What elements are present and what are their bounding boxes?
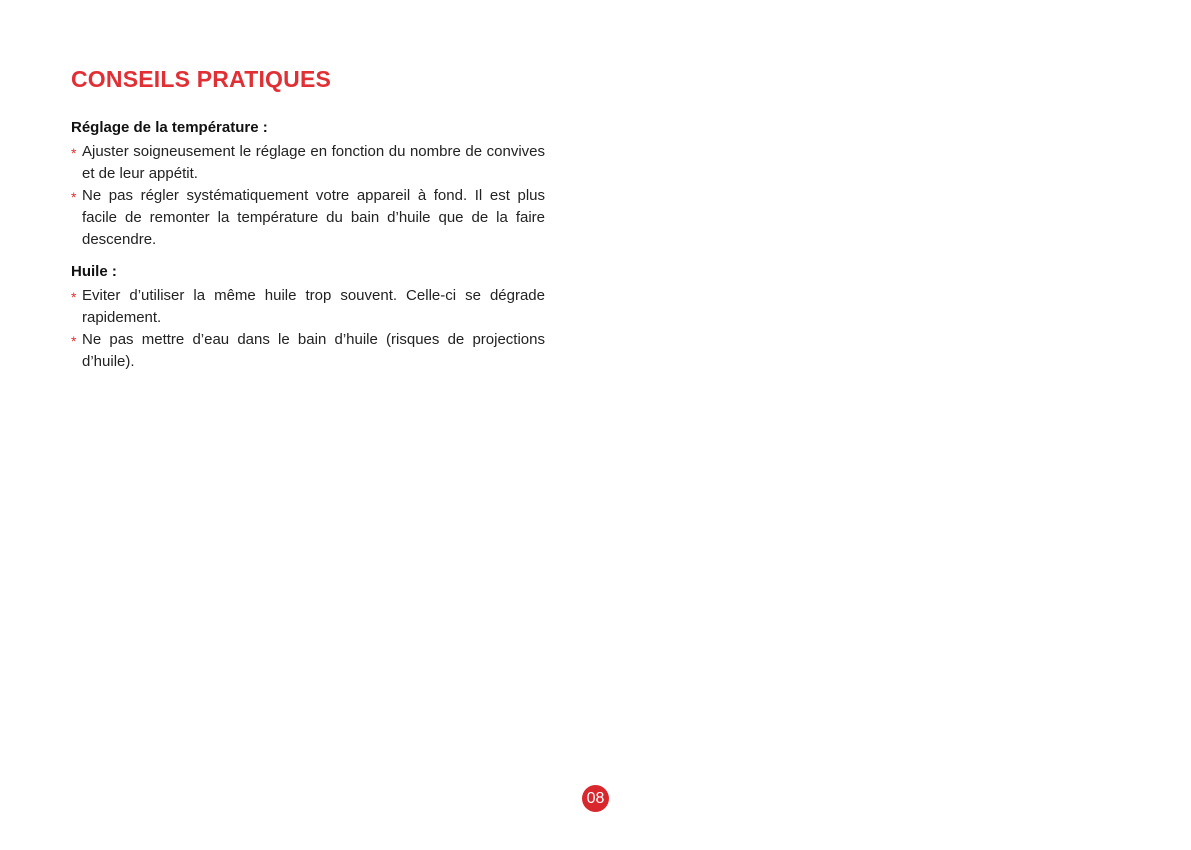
section-oil [71, 262, 545, 373]
bullet-list-oil [71, 285, 545, 373]
list-item-text: Eviter d’utiliser la même huile trop souvent. Celle-ci se dégrade rapidement. [82, 287, 545, 326]
section-heading-oil: Huile : [71, 263, 117, 280]
asterisk-icon: * [71, 189, 77, 205]
section-temperature [71, 118, 545, 251]
page-title: CONSEILS PRATIQUES [71, 66, 332, 92]
list-item-text: Ajuster soigneusement le réglage en fonction du nombre de convives et de leur appétit. [82, 143, 545, 182]
list-item [71, 329, 545, 373]
page-number-badge: 08 [582, 785, 609, 812]
asterisk-icon: * [71, 333, 77, 349]
section-heading-temperature: Réglage de la température : [71, 119, 268, 136]
list-item [71, 141, 545, 185]
bullet-list-temperature [71, 141, 545, 251]
list-item-text: Ne pas mettre d’eau dans le bain d’huile (risques de projections d’huile). [82, 331, 545, 370]
list-item-text: Ne pas régler systématiquement votre appareil à fond. Il est plus facile de remonter la température du bain d’huile que de la faire descendre. [82, 187, 545, 248]
asterisk-icon: * [71, 289, 77, 305]
list-item [71, 185, 545, 251]
list-item [71, 285, 545, 329]
asterisk-icon: * [71, 145, 77, 161]
